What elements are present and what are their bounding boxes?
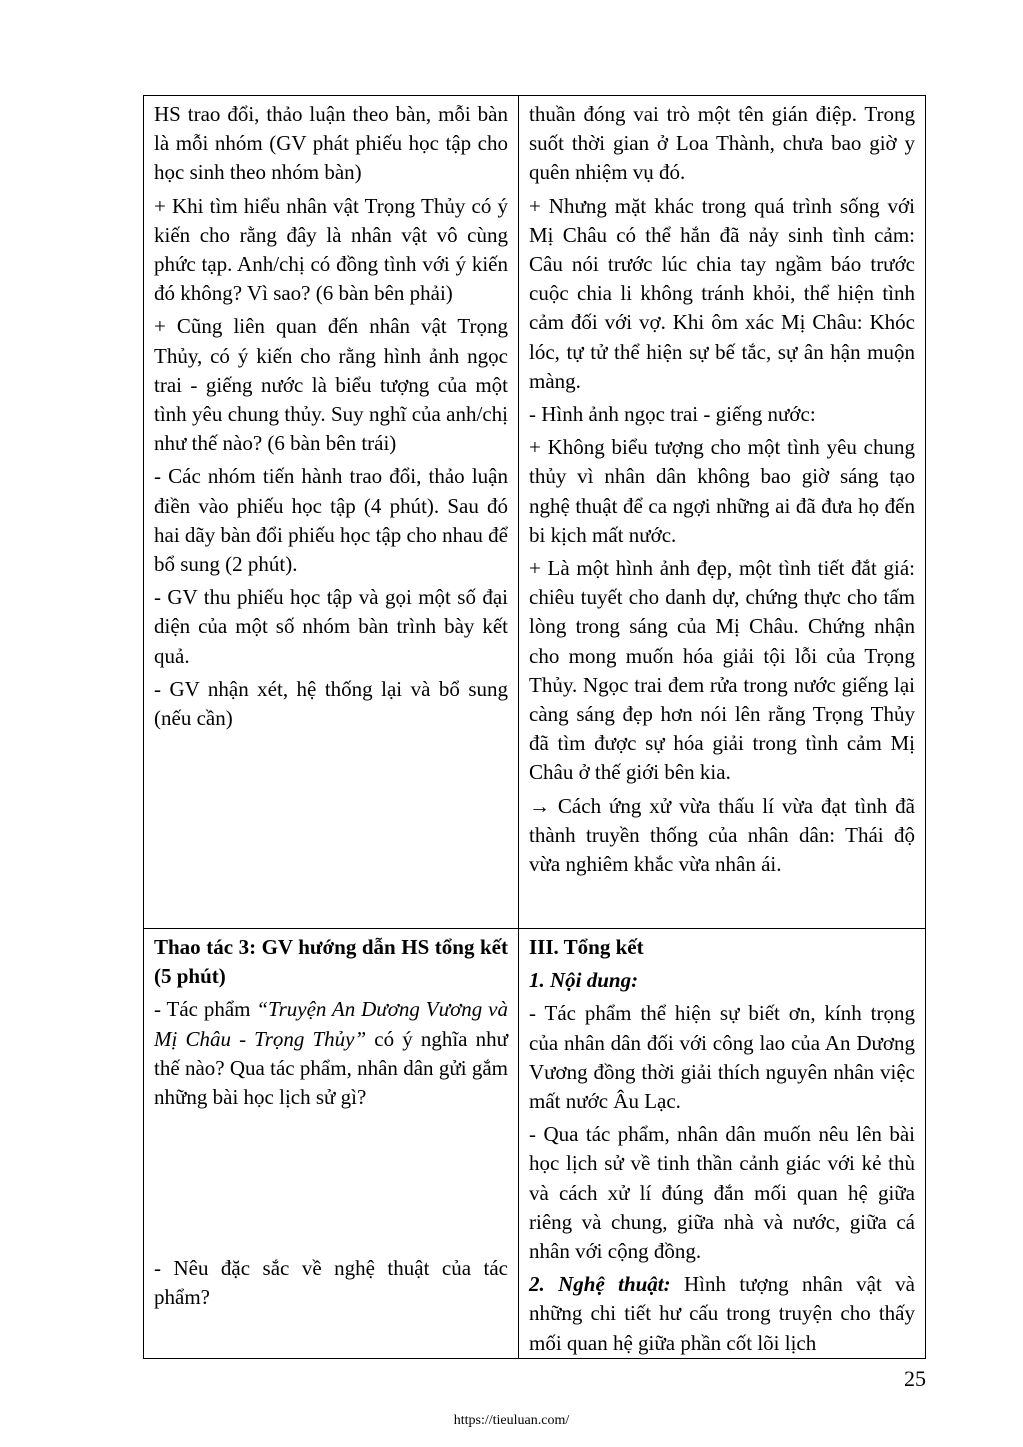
paragraph: - GV thu phiếu học tập và gọi một số đại diện của một số nhóm bàn trình bày kết quả. [154,585,508,668]
paragraph: + Khi tìm hiểu nhân vật Trọng Thủy có ý kiến cho rằng đây là nhân vật vô cùng phức tạp. Anh/chị có đồng tình với ý kiến đó không? Vì sao? (6 bàn bên phải) [154,193,508,306]
question-prefix: - Tác phẩm [154,997,257,1022]
question-suffix: có ý nghĩa như thế nào? Qua tác phẩm, nhân dân gửi gắm những bài học lịch sử gì? [154,1026,508,1110]
activity-cell [144,929,519,1359]
activity-cell [144,96,519,929]
paragraph: - GV nhận xét, hệ thống lại và bổ sung (nếu cần) [154,676,508,731]
paragraph: thuần đóng vai trò một tên gián điệp. Trong suốt thời gian ở Loa Thành, chưa bao giờ y quên nhiệm vụ đó. [529,102,915,185]
content-cell [519,929,926,1359]
paragraph [529,1270,915,1358]
paragraph [154,995,508,1112]
work-title: “Truyện An Dương Vương và Mị Châu - Trọng Thủy” [154,997,508,1051]
paragraph: - Hình ảnh ngọc trai - giếng nước: [529,402,816,427]
table-row [144,96,926,929]
paragraph: HS trao đổi, thảo luận theo bàn, mỗi bàn là mỗi nhóm (GV phát phiếu học tập cho học sinh theo nhóm bàn) [154,102,508,185]
paragraph: + Cũng liên quan đến nhân vật Trọng Thủy, có ý kiến cho rằng hình ảnh ngọc trai - giếng nước là biểu tượng của một tình yêu chung thủy. Suy nghĩ của anh/chị như thế nào? (6 bàn bên trái) [154,314,508,456]
paragraph-text: Hình tượng nhân vật và những chi tiết hư cấu trong truyện cho thấy mối quan hệ giữa phần cốt lõi lịch [529,1272,915,1355]
paragraph: + Là một hình ảnh đẹp, một tình tiết đắt giá: chiêu tuyết cho danh dự, chứng thực cho tấm lòng trong sáng của Mị Châu. Chứng nhận cho mong muốn hóa giải tội lỗi của Trọng Thủy. Ngọc trai đem rửa trong nước giếng lại càng sáng đẹp hơn nói lên rằng Trọng Thủy đã tìm được sự hóa giải trong tình cảm Mị Châu ở thế giới bên kia. [529,556,915,785]
paragraph: - Các nhóm tiến hành trao đổi, thảo luận điền vào phiếu học tập (4 phút). Sau đó hai dãy bàn đổi phiếu học tập cho nhau để bổ sung (2 phút). [154,464,508,577]
paragraph: - Tác phẩm thể hiện sự biết ơn, kính trọng của nhân dân đối với công lao của An Dương Vương đồng thời giải thích nguyên nhân việc mất nước Âu Lạc. [529,1001,915,1114]
subheading: 2. Nghệ thuật: [529,1272,671,1297]
paragraph: + Không biểu tượng cho một tình yêu chung thủy vì nhân dân không bao giờ sáng tạo nghệ thuật để ca ngợi những ai đã đưa họ đến bi kịch mất nước. [529,435,915,547]
table-row [144,929,926,1359]
page-number: 25 [904,1366,926,1391]
content-cell [519,96,926,929]
paragraph: + Nhưng mặt khác trong quá trình sống với Mị Châu có thể hắn đã nảy sinh tình cảm: Câu nói trước lúc chia tay ngầm báo trước cuộc chia li không tránh khỏi, thể hiện tình cảm đối với vợ. Khi ôm xác Mị Châu: Khóc lóc, tự tử thể hiện sự bế tắc, sự ân hận muộn màng. [529,193,915,393]
section-heading: III. Tổng kết [529,935,644,959]
lesson-table [143,95,926,1359]
spacer [154,1116,508,1254]
footer-url: https://tieuluan.com/ [453,1413,570,1428]
subheading: 1. Nội dung: [529,968,639,993]
paragraph: → Cách ứng xử vừa thấu lí vừa đạt tình đã thành truyền thống của nhân dân: Thái độ vừa nghiêm khắc vừa nhân ái. [529,793,915,877]
paragraph: - Nêu đặc sắc về nghệ thuật của tác phẩm? [154,1256,508,1310]
paragraph: - Qua tác phẩm, nhân dân muốn nêu lên bài học lịch sử về tinh thần cảnh giác với kẻ thù và cách xử lí đúng đắn mối quan hệ giữa riêng và chung, giữa nhà và nước, giữa cá nhân với cộng đồng. [529,1122,915,1264]
activity-heading: Thao tác 3: GV hướng dẫn HS tổng kết (5 phút) [154,935,508,989]
